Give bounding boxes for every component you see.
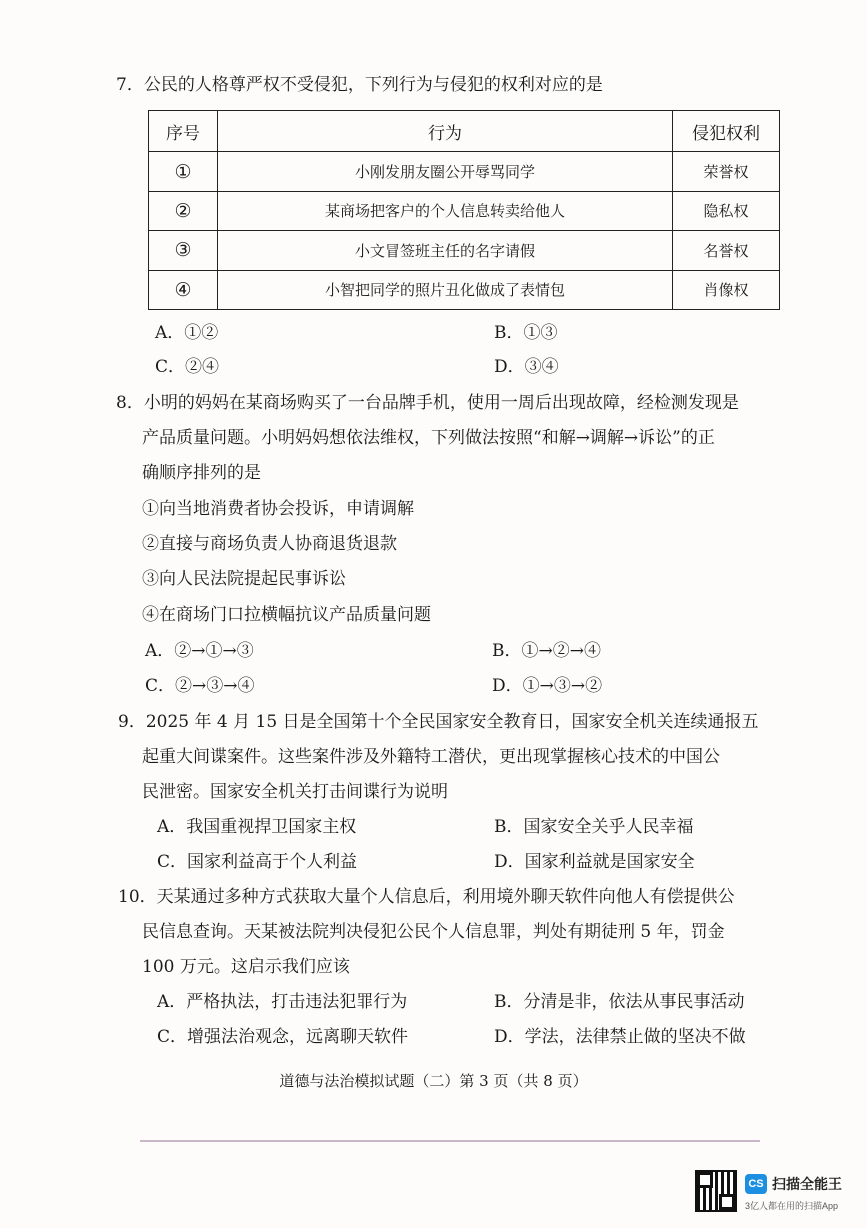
row-behavior: 小智把同学的照片丑化做成了表情包	[218, 270, 673, 309]
scan-edge-divider	[140, 1140, 760, 1142]
q8-stem-line: 8．小明的妈妈在某商场购买了一台品牌手机，使用一周后出现故障，经检测发现是	[116, 393, 739, 413]
row-index: ③	[149, 231, 218, 270]
header-index: 序号	[149, 111, 218, 152]
table-row	[149, 191, 780, 230]
q9-option-a: A．我国重视捍卫国家主权	[157, 817, 357, 837]
q8-option-c: C．②→③→④	[145, 676, 255, 696]
q8-option-b: B．①→②→④	[492, 641, 601, 661]
q8-option-d: D．①→③→②	[492, 676, 603, 696]
table-header-row	[149, 111, 780, 152]
q10-stem-line: 10．天某通过多种方式获取大量个人信息后，利用境外聊天软件向他人有偿提供公	[118, 887, 735, 907]
q8-item: ④在商场门口拉横幅抗议产品质量问题	[142, 605, 431, 625]
scanner-tagline: 3亿人都在用的扫描App	[745, 1201, 839, 1211]
q9-stem-line: 9．2025 年 4 月 15 日是全国第十个全民国家安全教育日，国家安全机关连续通报五	[118, 712, 759, 732]
q10-stem-line: 100 万元。这启示我们应该	[142, 957, 350, 977]
table-row	[149, 231, 780, 270]
row-index: ②	[149, 191, 218, 230]
row-index: ④	[149, 270, 218, 309]
row-right: 名誉权	[673, 231, 780, 270]
q7-option-b: B．①③	[494, 323, 558, 343]
q7-option-d: D．③④	[494, 357, 559, 377]
q8-option-a: A．②→①→③	[145, 641, 254, 661]
q8-item: ②直接与商场负责人协商退货退款	[142, 534, 397, 554]
q10-option-b: B．分清是非，依法从事民事活动	[494, 992, 745, 1012]
q7-stem: 7．公民的人格尊严权不受侵犯，下列行为与侵犯的权利对应的是	[116, 75, 603, 95]
row-index: ①	[149, 152, 218, 191]
q9-stem-line: 起重大间谍案件。这些案件涉及外籍特工潜伏，更出现掌握核心技术的中国公	[142, 747, 720, 767]
q8-stem-line: 确顺序排列的是	[142, 463, 261, 483]
row-behavior: 小文冒签班主任的名字请假	[218, 231, 673, 270]
header-behavior: 行为	[218, 111, 673, 152]
camscanner-logo-icon: CS	[745, 1174, 767, 1194]
q7-option-a: A．①②	[155, 323, 219, 343]
page-footer: 道德与法治模拟试题（二）第 3 页（共 8 页）	[279, 1072, 588, 1090]
q9-option-d: D．国家利益就是国家安全	[494, 852, 695, 872]
q7-table	[148, 110, 780, 310]
qr-code-icon	[695, 1170, 737, 1212]
q9-stem-line: 民泄密。国家安全机关打击间谍行为说明	[142, 782, 448, 802]
q10-stem-line: 民信息查询。天某被法院判决侵犯公民个人信息罪，判处有期徒刑 5 年，罚金	[142, 922, 725, 942]
q9-option-b: B．国家安全关乎人民幸福	[494, 817, 694, 837]
q8-item: ③向人民法院提起民事诉讼	[142, 569, 346, 589]
row-right: 肖像权	[673, 270, 780, 309]
q9-option-c: C．国家利益高于个人利益	[157, 852, 358, 872]
q8-stem-line: 产品质量问题。小明妈妈想依法维权，下列做法按照“和解→调解→诉讼”的正	[142, 428, 715, 448]
header-right: 侵犯权利	[673, 111, 780, 152]
row-right: 荣誉权	[673, 152, 780, 191]
row-right: 隐私权	[673, 191, 780, 230]
q10-option-a: A．严格执法，打击违法犯罪行为	[157, 992, 408, 1012]
q8-item: ①向当地消费者协会投诉，申请调解	[142, 499, 414, 519]
table-row	[149, 152, 780, 191]
q10-option-d: D．学法，法律禁止做的坚决不做	[494, 1027, 746, 1047]
row-behavior: 某商场把客户的个人信息转卖给他人	[218, 191, 673, 230]
row-behavior: 小刚发朋友圈公开辱骂同学	[218, 152, 673, 191]
table-row	[149, 270, 780, 309]
q10-option-c: C．增强法治观念，远离聊天软件	[157, 1027, 409, 1047]
q7-option-c: C．②④	[155, 357, 220, 377]
scanner-app-name: 扫描全能王	[772, 1176, 842, 1192]
